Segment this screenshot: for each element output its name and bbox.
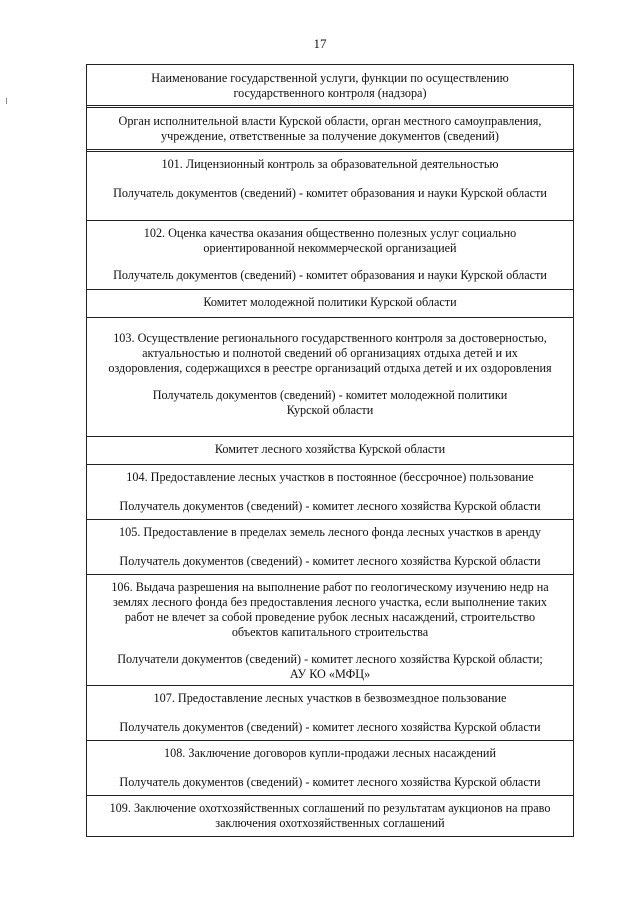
item-109-title-line-1: 109. Заключение охотхозяйственных соглашений по результатам аукционов на право (109, 801, 551, 815)
item-106-title-line-1: 106. Выдача разрешения на выполнение работ по геологическому изучению недр на (111, 580, 549, 594)
agency-header-line-1: Орган исполнительной власти Курской области, орган местного самоуправления, (118, 114, 542, 128)
item-106-title-line-4: объектов капитального строительства (231, 625, 429, 639)
item-104-recipient: Получатель документов (сведений) - комитет лесного хозяйства Курской области (119, 499, 541, 513)
item-103-recipient-line-1: Получатель документов (сведений) - комитет молодежной политики (152, 388, 508, 402)
item-107-title: 107. Предоставление лесных участков в безвозмездное пользование (153, 691, 507, 705)
item-106-title-line-3: работ не влечет за собой проведение рубок лесных насаждений, строительство (124, 610, 536, 624)
item-103-title-line-2: актуальностью и полнотой сведений об организациях отдыха детей и их (142, 346, 518, 360)
item-103-title-line-1: 103. Осуществление регионального государственного контроля за достоверностью, (113, 331, 547, 345)
margin-mark (6, 98, 7, 104)
item-101-recipient: Получатель документов (сведений) - комитет образования и науки Курской области (113, 186, 547, 200)
item-106-title-line-2: землях лесного фонда без предоставления лесного участка, если выполнение таких (113, 595, 547, 609)
table-row-101 (87, 152, 573, 221)
item-102-title-line-1: 102. Оценка качества оказания общественно полезных услуг социально (143, 226, 517, 240)
table-row-107 (87, 686, 573, 741)
page-number: 17 (313, 36, 327, 51)
agency-header-line-2: учреждение, ответственные за получение документов (сведений) (161, 129, 499, 143)
table-row-106 (87, 575, 573, 686)
item-103-recipient-line-2: Курской области (286, 403, 374, 417)
section-molod-title: Комитет молодежной политики Курской области (203, 295, 457, 309)
table-row-103 (87, 318, 573, 437)
item-107-recipient: Получатель документов (сведений) - комитет лесного хозяйства Курской области (119, 720, 541, 734)
services-table (86, 64, 574, 837)
item-101-title: 101. Лицензионный контроль за образовательной деятельностью (161, 157, 499, 171)
agency-header (87, 108, 573, 152)
table-row-105 (87, 520, 573, 575)
item-106-recipient-line-2: АУ КО «МФЦ» (289, 667, 371, 681)
item-105-title: 105. Предоставление в пределах земель лесного фонда лесных участков в аренду (119, 525, 541, 539)
table-row-109 (87, 796, 573, 837)
item-108-title: 108. Заключение договоров купли-продажи лесных насаждений (164, 746, 496, 760)
item-104-title: 104. Предоставление лесных участков в постоянное (бессрочное) пользование (126, 470, 534, 484)
item-108-recipient: Получатель документов (сведений) - комитет лесного хозяйства Курской области (119, 775, 541, 789)
header-line-2: государственного контроля (надзора) (233, 86, 427, 100)
table-row-102 (87, 221, 573, 290)
table-row-108 (87, 741, 573, 796)
item-103-title-line-3: оздоровления, содержащихся в реестре организаций отдыха детей и их оздоровления (108, 361, 552, 375)
item-102-recipient: Получатель документов (сведений) - комитет образования и науки Курской области (113, 268, 547, 282)
table-header (87, 65, 573, 108)
item-105-recipient: Получатель документов (сведений) - комитет лесного хозяйства Курской области (119, 554, 541, 568)
item-102-title-line-2: ориентированной некоммерческой организацией (203, 241, 457, 255)
item-106-recipient-line-1: Получатели документов (сведений) - комитет лесного хозяйства Курской области; (117, 652, 543, 666)
section-les-title: Комитет лесного хозяйства Курской области (214, 442, 446, 456)
table-row-104 (87, 465, 573, 520)
header-line-1: Наименование государственной услуги, функции по осуществлению (151, 71, 509, 85)
section-header-les (87, 437, 573, 465)
item-109-title-line-2: заключения охотхозяйственных соглашений (215, 816, 445, 830)
section-header-molod (87, 290, 573, 318)
